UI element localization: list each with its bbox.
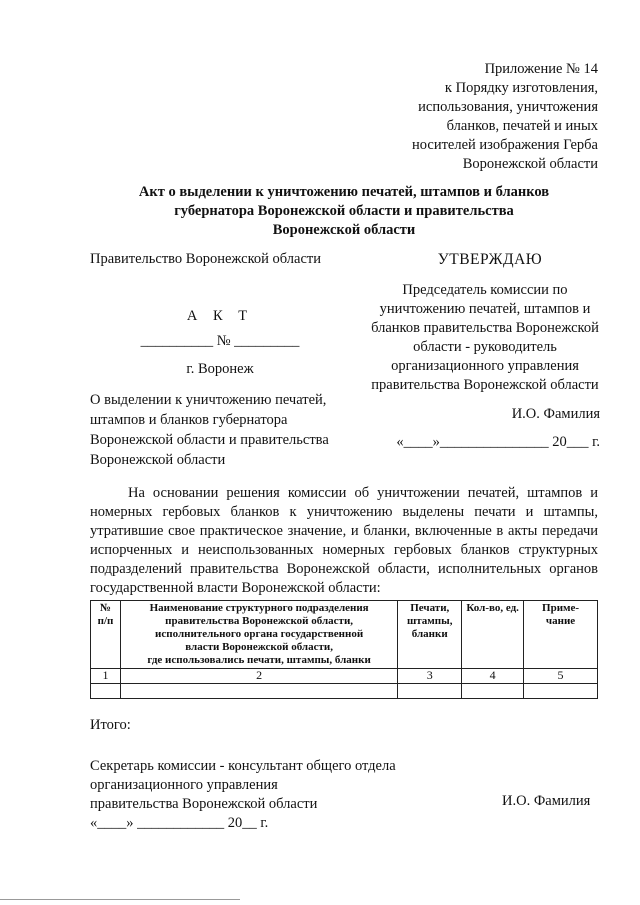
header-unit-name (120, 601, 397, 669)
header-items: Печати, штампы, бланки (398, 601, 462, 669)
act-header-left (90, 250, 350, 470)
table-cell (462, 684, 524, 699)
header-line: где использовались печати, штампы, бланки (147, 654, 371, 666)
appendix-line: Приложение № 14 (484, 61, 598, 77)
document-title (90, 183, 598, 240)
approve-heading: УТВЕРЖДАЮ (437, 251, 543, 268)
secretary-signature: И.О. Фамилия (502, 793, 591, 809)
chair-signature: И.О. Фамилия (511, 406, 600, 422)
table-header-row (91, 601, 598, 669)
header-number: № п/п (91, 601, 121, 669)
act-subject: О выделении к уничтожению печатей, штампов и бланков губернатора Воронежской области и правительства Воронежской области (90, 392, 329, 468)
appendix-line: к Порядку изготовления, (444, 80, 598, 96)
chair-position: Председатель комиссии по уничтожению печатей, штампов и бланков правительства Воронежской области - руководитель организационного управления правительства Воронежской области (371, 282, 599, 393)
appendix-line: использования, уничтожения (418, 99, 598, 115)
column-index: 4 (462, 669, 524, 684)
header-line: власти Воронежской области, (185, 641, 333, 653)
table-cell (524, 684, 598, 699)
approval-block (360, 250, 600, 452)
appendix-line: бланков, печатей и иных (446, 118, 598, 134)
act-number: __________ № _________ (140, 333, 300, 349)
header-line: исполнительного органа государственной (155, 628, 364, 640)
appendix-line: носителей изображения Герба (412, 137, 598, 153)
header-quantity: Кол-во, ед. (462, 601, 524, 669)
appendix-line: Воронежской области (462, 156, 598, 172)
footer-divider (0, 899, 240, 900)
appendix-block (380, 60, 598, 174)
secretary-line: Секретарь комиссии - консультант общего отдела (90, 758, 396, 774)
column-index: 1 (91, 669, 121, 684)
secretary-line: организационного управления (90, 777, 278, 793)
basis-paragraph: На основании решения комиссии об уничтожении печатей, штампов и номерных гербовых бланков к уничтожению выделены печати и штампы, утратившие свое практическое значение, и бланки, включенные в акты передачи испорченных и неиспользованных номерных гербовых бланков структурных подразделений правительства Воронежской области, исполнительных органов государственной власти Воронежской области: (90, 485, 598, 596)
title-line: Акт о выделении к уничтожению печатей, штампов и бланков (138, 184, 550, 200)
act-city: г. Воронеж (186, 361, 254, 377)
act-heading: А К Т (186, 308, 254, 324)
table-cell (398, 684, 462, 699)
approval-date: «____»_______________ 20___ г. (396, 434, 600, 450)
items-table (90, 600, 598, 699)
total-label: Итого: (90, 717, 131, 733)
table-cell (120, 684, 397, 699)
title-line: губернатора Воронежской области и правительства (174, 203, 514, 219)
column-index: 5 (524, 669, 598, 684)
title-line: Воронежской области (272, 222, 416, 238)
table-row (91, 684, 598, 699)
header-note: Приме- чание (524, 601, 598, 669)
header-line: правительства Воронежской области, (165, 615, 354, 627)
table-cell (91, 684, 121, 699)
column-index: 3 (398, 669, 462, 684)
secretary-date: «____» ____________ 20__ г. (90, 815, 269, 831)
column-number-row (91, 669, 598, 684)
header-line: Наименование структурного подразделения (149, 602, 369, 614)
organization-name: Правительство Воронежской области (90, 251, 322, 267)
column-index: 2 (120, 669, 397, 684)
secretary-line: правительства Воронежской области (90, 796, 318, 812)
